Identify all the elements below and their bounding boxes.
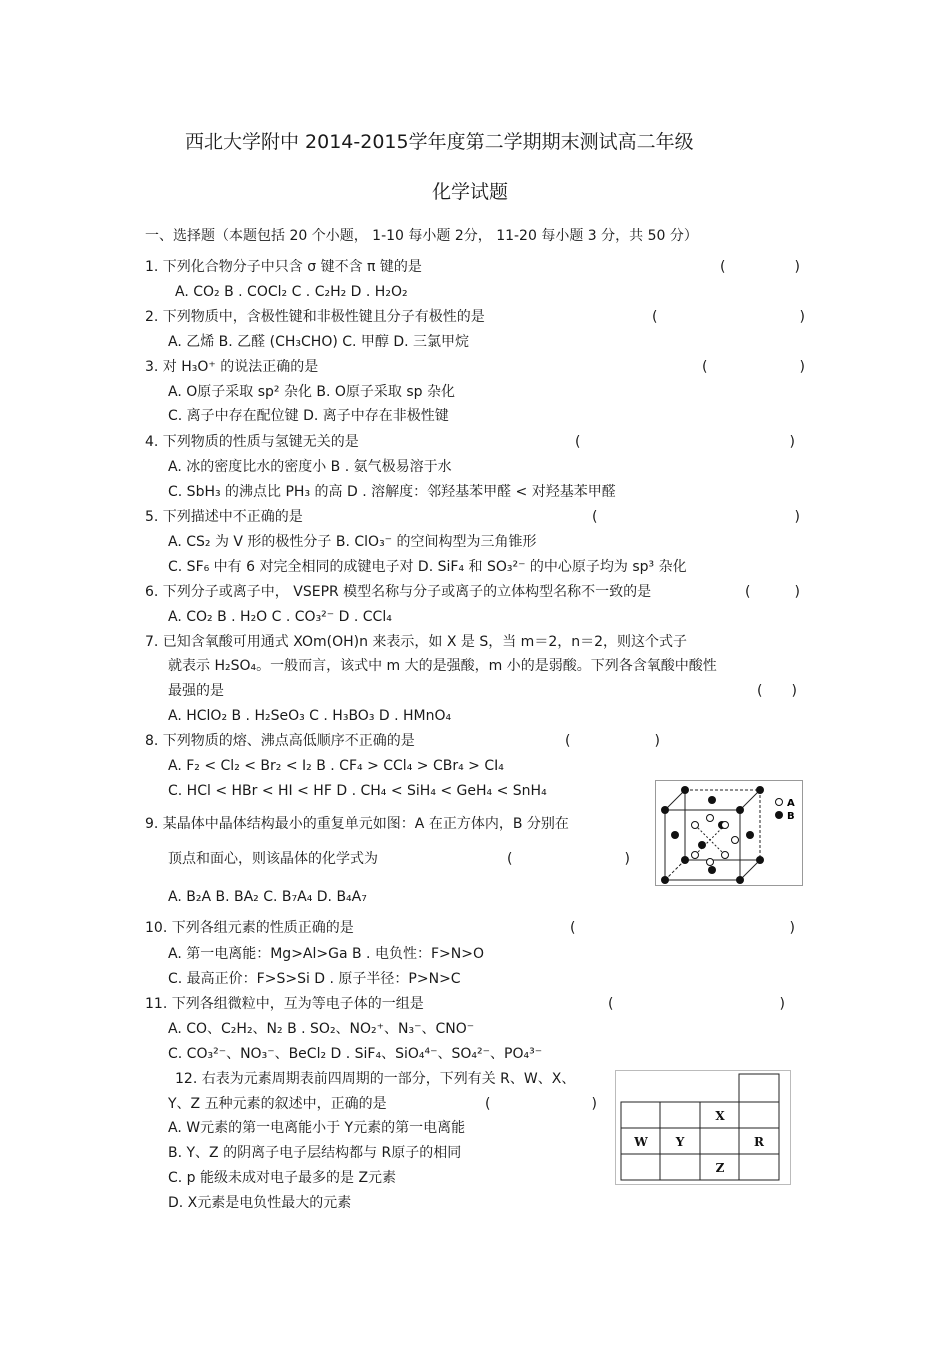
answer-bracket: ( ): [575, 434, 795, 450]
answer-bracket: ( ): [720, 259, 800, 275]
question-line: A. 乙烯 B. 乙醛 (CH₃CHO) C. 甲醇 D. 三氯甲烷: [168, 334, 470, 350]
periodic-table-grid: [615, 1070, 791, 1185]
answer-bracket: ( ): [608, 996, 785, 1012]
question-line: A. W元素的第一电离能小于 Y元素的第一电离能: [168, 1120, 466, 1136]
question-line: C. 最高正价：F>S>Si D . 原子半径：P>N>C: [168, 971, 461, 987]
question-line: 11. 下列各组微粒中，互为等电子体的一组是: [145, 996, 424, 1012]
question-line: 6. 下列分子或离子中， VSEPR 模型名称与分子或离子的立体构型名称不一致的是: [145, 584, 652, 600]
question-line: 5. 下列描述中不正确的是: [145, 509, 303, 525]
question-line: 9. 某晶体中晶体结构最小的重复单元如图：A 在正方体内，B 分别在: [145, 816, 569, 832]
question-line: A. O原子采取 sp² 杂化 B. O原子采取 sp 杂化: [168, 384, 455, 400]
answer-bracket: ( ): [592, 509, 800, 525]
question-line: A. CS₂ 为 V 形的极性分子 B. ClO₃⁻ 的空间构型为三角锥形: [168, 534, 537, 550]
answer-bracket: ( ): [507, 851, 630, 867]
answer-bracket: ( ): [652, 309, 805, 325]
cell-r: R: [754, 1135, 764, 1149]
question-line: 顶点和面心，则该晶体的化学式为: [168, 851, 378, 867]
question-line: 4. 下列物质的性质与氢键无关的是: [145, 434, 359, 450]
cell-z: Z: [715, 1161, 725, 1175]
question-line: A. CO₂ B . H₂O C . CO₃²⁻ D . CCl₄: [168, 609, 392, 625]
answer-bracket: ( ): [702, 359, 805, 375]
question-line: 1. 下列化合物分子中只含 σ 键不含 π 键的是: [145, 259, 422, 275]
question-line: 12. 右表为元素周期表前四周期的一部分，下列有关 R、W、X、: [175, 1071, 576, 1087]
legend-b: B: [787, 811, 795, 822]
question-line: Y、Z 五种元素的叙述中，正确的是: [168, 1096, 387, 1112]
question-line: D. X元素是电负性最大的元素: [168, 1195, 352, 1211]
answer-bracket: ( ): [757, 683, 797, 699]
cell-w: W: [634, 1135, 648, 1149]
question-line: 3. 对 H₃O⁺ 的说法正确的是: [145, 359, 319, 375]
question-line: A. B₂A B. BA₂ C. B₇A₄ D. B₄A₇: [168, 889, 367, 905]
page-title: 西北大学附中 2014-2015学年度第二学期期末测试高二年级: [185, 131, 694, 153]
question-line: A. 冰的密度比水的密度小 B . 氨气极易溶于水: [168, 459, 452, 475]
periodic-table-figure: [615, 1070, 791, 1185]
page-subtitle: 化学试题: [432, 181, 509, 203]
answer-bracket: ( ): [570, 920, 795, 936]
question-line: 最强的是: [168, 683, 224, 699]
cell-x: X: [715, 1109, 725, 1123]
legend-a: A: [787, 798, 795, 809]
question-line: A. F₂ < Cl₂ < Br₂ < I₂ B . CF₄ > CCl₄ > CBr₄ > CI₄: [168, 758, 504, 774]
question-line: A. CO₂ B . COCl₂ C . C₂H₂ D . H₂O₂: [175, 284, 408, 300]
question-line: C. CO₃²⁻、NO₃⁻、BeCl₂ D . SiF₄、SiO₄⁴⁻、SO₄²⁻、PO₄³⁻: [168, 1046, 543, 1062]
answer-bracket: ( ): [745, 584, 800, 600]
question-line: A. HClO₂ B . H₂SeO₃ C . H₃BO₃ D . HMnO₄: [168, 708, 452, 724]
question-line: A. 第一电离能：Mg>Al>Ga B . 电负性：F>N>O: [168, 946, 484, 962]
crystal-structure-figure: [655, 780, 803, 886]
question-line: A. CO、C₂H₂、N₂ B . SO₂、NO₂⁺、N₃⁻、CNO⁻: [168, 1021, 475, 1037]
question-line: 8. 下列物质的熔、沸点高低顺序不正确的是: [145, 733, 415, 749]
question-line: 就表示 H₂SO₄。一般而言，该式中 m 大的是强酸，m 小的是弱酸。下列各含氧酸中酸性: [168, 658, 717, 674]
question-line: 10. 下列各组元素的性质正确的是: [145, 920, 354, 936]
question-line: C. HCl < HBr < HI < HF D . CH₄ < SiH₄ < GeH₄ < SnH₄: [168, 783, 547, 799]
section-heading: 一、选择题（本题包括 20 个小题， 1-10 每小题 2分， 11-20 每小题 3 分，共 50 分）: [145, 228, 698, 244]
answer-bracket: ( ): [565, 733, 660, 749]
crystal-unit-cell: [655, 780, 803, 886]
answer-bracket: ( ): [485, 1096, 597, 1112]
question-line: 2. 下列物质中，含极性键和非极性键且分子有极性的是: [145, 309, 485, 325]
cell-y: Y: [675, 1135, 685, 1149]
question-line: B. Y、Z 的阴离子电子层结构都与 R原子的相同: [168, 1145, 462, 1161]
question-line: C. p 能级未成对电子最多的是 Z元素: [168, 1170, 397, 1186]
question-line: 7. 已知含氧酸可用通式 XOm(OH)n 来表示，如 X 是 S，当 m＝2，n＝2，则这个式子: [145, 634, 688, 650]
question-line: C. SbH₃ 的沸点比 PH₃ 的高 D . 溶解度：邻羟基苯甲醛 < 对羟基苯甲醛: [168, 484, 616, 500]
question-line: C. SF₆ 中有 6 对完全相同的成键电子对 D. SiF₄ 和 SO₃²⁻ 的中心原子均为 sp³ 杂化: [168, 559, 687, 575]
question-line: C. 离子中存在配位键 D. 离子中存在非极性键: [168, 408, 449, 424]
